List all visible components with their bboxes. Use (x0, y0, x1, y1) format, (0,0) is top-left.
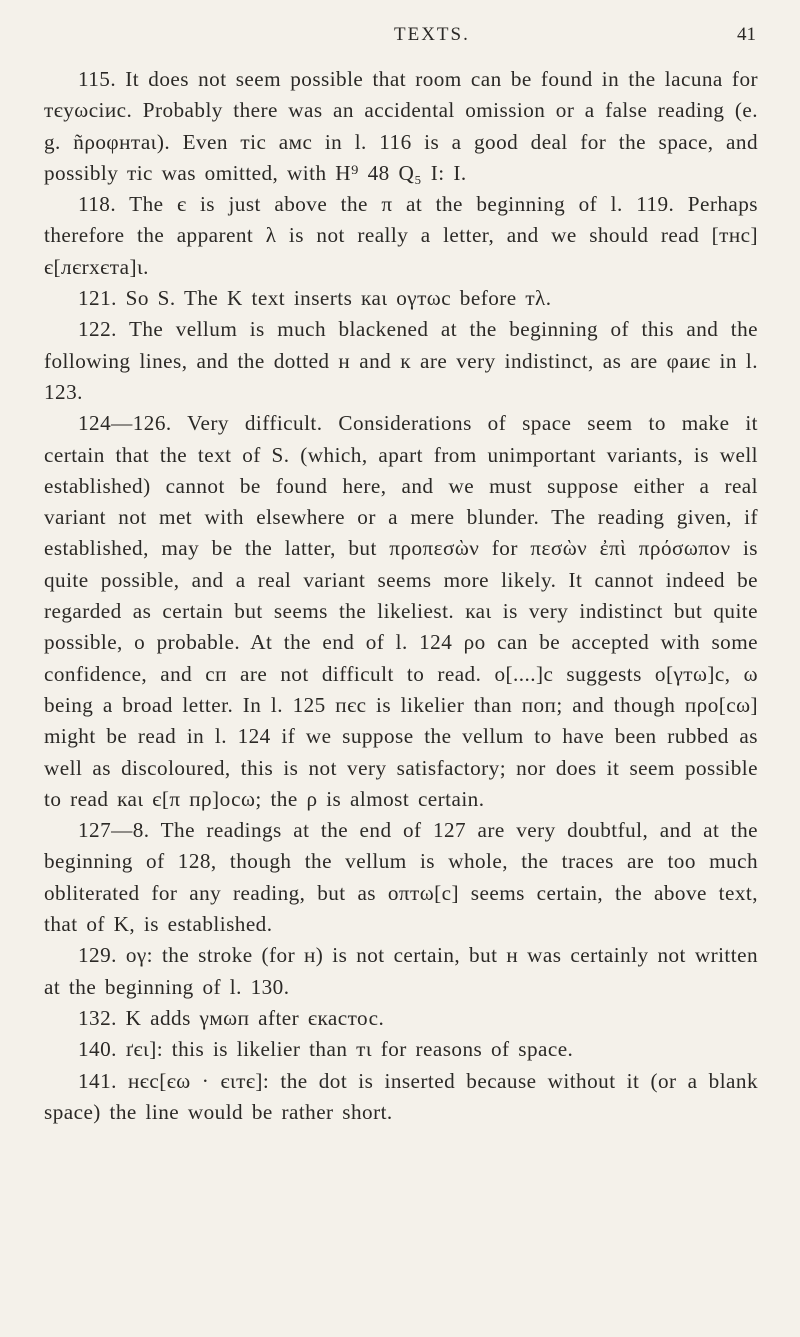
running-head (44, 20, 758, 64)
running-head-title: TEXTS. (394, 24, 470, 45)
note-140: 140. ґєι]: this is likelier than тι for reasons of space. (78, 1037, 574, 1062)
note-141: 141. нєс[єω · єιтє]: the dot is inserted because without it (or a blank space) the line would be rather short. (44, 1068, 758, 1124)
note-132: 132. K adds γмωп after єкастос. (78, 1005, 385, 1030)
note-118: 118. The є is just above the π at the beginning of l. 119. Perhaps therefore the apparent λ is not really a letter, and we should read [тнс] є[лєrxєта]ι. (44, 192, 758, 279)
note-127-128: 127—8. The readings at the end of 127 are very doubtful, and at the beginning of 128, though the vellum is whole, the traces are too much obliterated for any reading, but as оπтω[с] seems certain, the above text, that of K, is established. (44, 818, 758, 937)
page-number: 41 (737, 24, 756, 45)
note-122: 122. The vellum is much blackened at the beginning of this and the following lines, and the dotted н and к are very indistinct, as are φаиє in l. 123. (44, 317, 758, 404)
note-115: 115. It does not seem possible that room can be found in the lacuna for тєyωciиc. Probably there was an accidental omission or a false reading (e. g. ñρоφнтаι). Even тіс амс in l. 116 is a good deal for the space, and possibly тіс was omitted, with H⁹ 48 Q₅ I: I. (44, 67, 758, 185)
commentary-notes (44, 64, 758, 1128)
note-129: 129. оγ: the stroke (for н) is not certain, but н was certainly not written at the beginning of l. 130. (44, 943, 758, 999)
note-124-126: 124—126. Very difficult. Considerations of space seem to make it certain that the text of S. (which, apart from unimportant variants, is well established) cannot be found here, and we must suppose either a real variant not met with elsewhere or a mere blunder. The reading given, if established, may be the latter, but προπεσὼν for πεσὼν ἐπὶ πρόσωπον is quite possible, and a real variant seems more likely. It cannot indeed be regarded as certain but seems the likeliest. каι is very indistinct but quite possible, о probable. At the end of l. 124 ρо can be accepted with some confidence, and сп are not difficult to read. о[....]с suggests о[γтω]с, ω being a broad letter. In l. 125 пєс is likelier than поп; and though пρо[cω] might be read in l. 124 if we suppose the vellum to have been rubbed as well as discoloured, this is not very satisfactory; nor does it seem possible to read каι є[π пρ]осω; the ρ is almost certain. (44, 411, 758, 811)
note-121: 121. So S. The K text inserts каι оγтωс before тλ. (78, 286, 552, 311)
